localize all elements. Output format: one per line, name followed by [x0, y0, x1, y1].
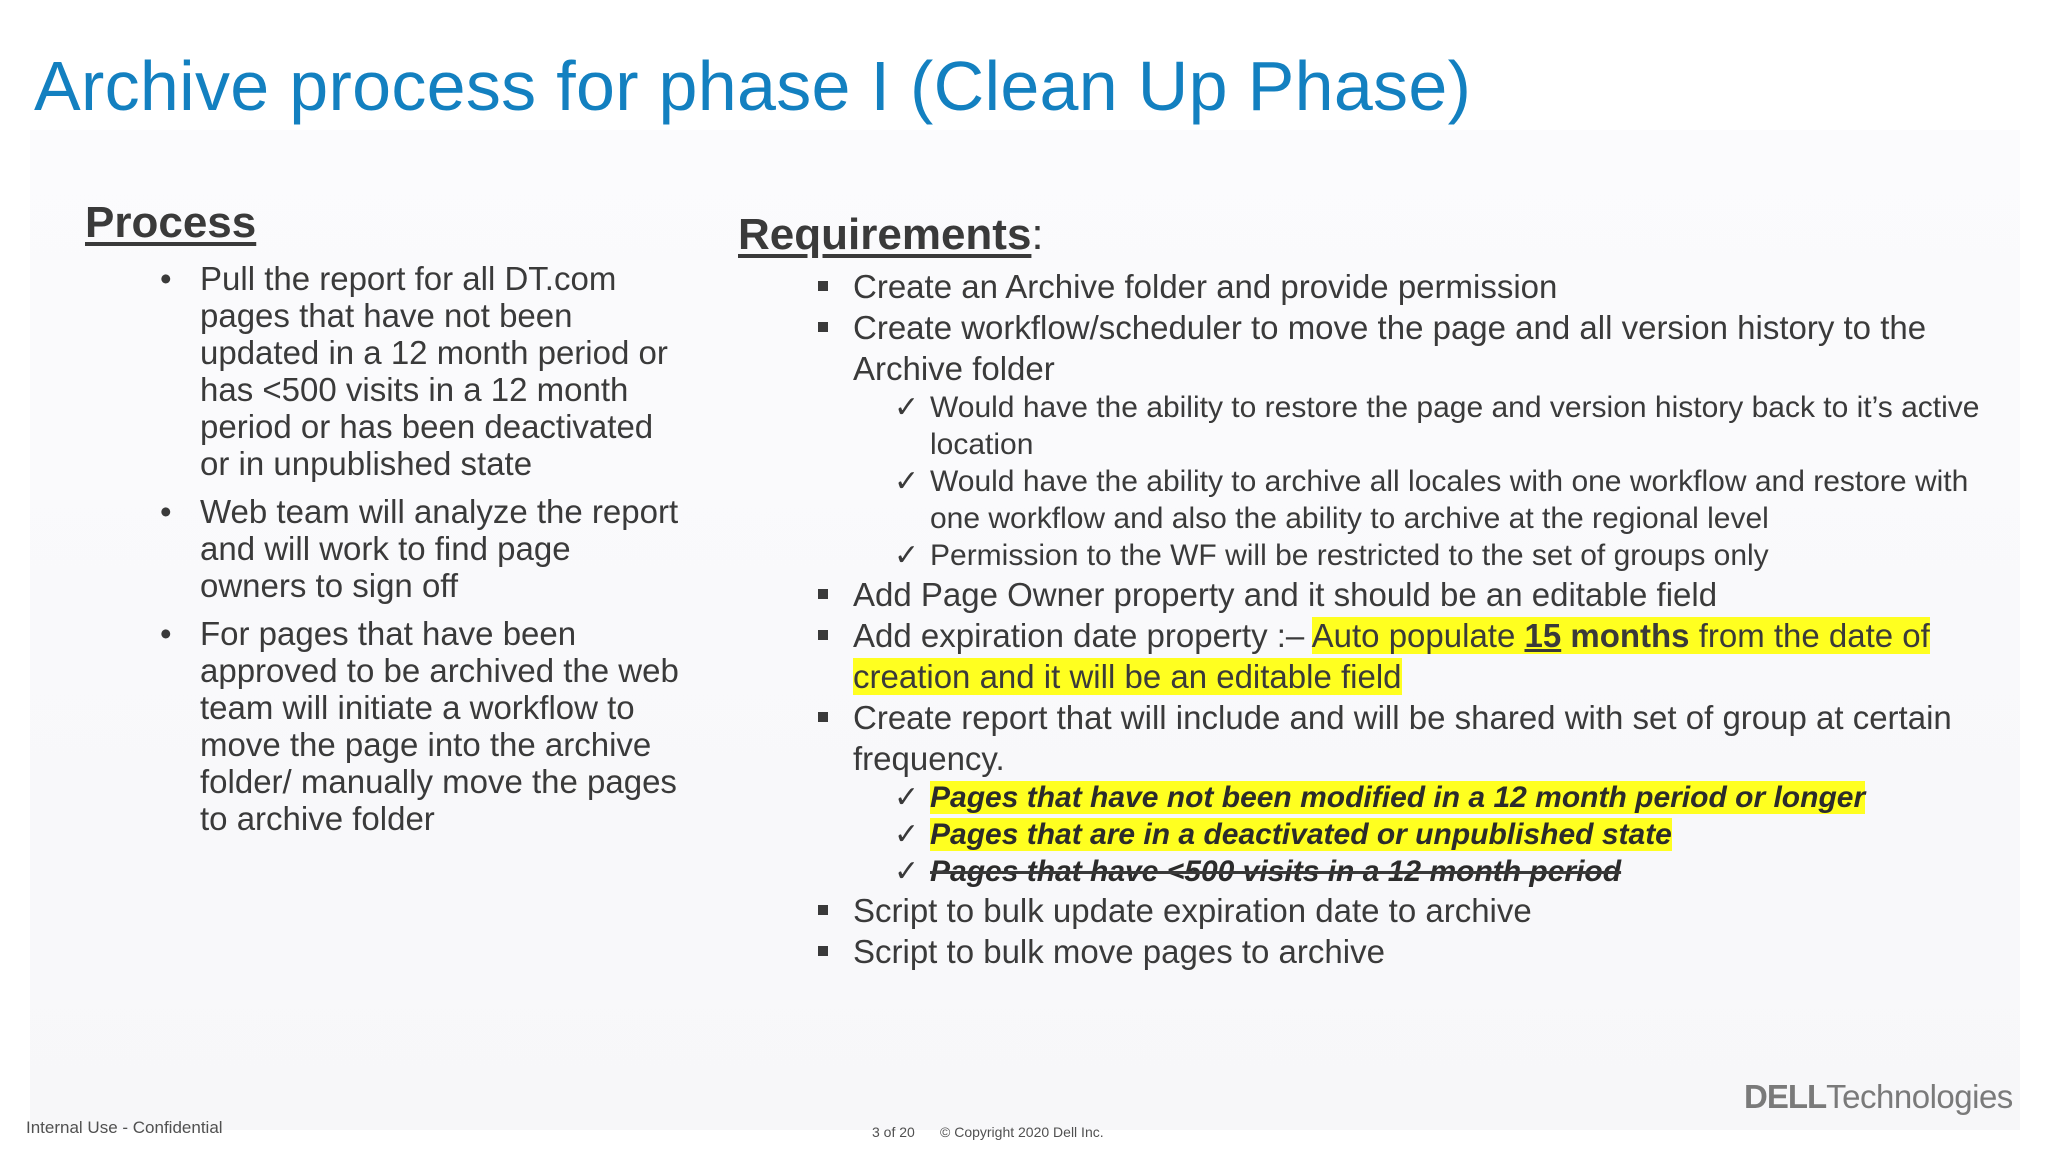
requirement-subitem	[894, 389, 1998, 463]
requirements-heading	[738, 210, 1044, 260]
square-bullet-icon	[818, 322, 828, 332]
square-bullet-icon	[818, 712, 828, 722]
requirement-text: Script to bulk move pages to archive	[853, 933, 1385, 970]
process-item	[160, 615, 680, 837]
requirement-sublist	[853, 389, 1998, 574]
process-heading: Process	[85, 198, 257, 247]
logo-dell-text: DELL	[1744, 1078, 1827, 1115]
subitem-text: Pages that have <500 visits in a 12 month period	[930, 855, 1622, 888]
subitem-text: Pages that are in a deactivated or unpublished state	[930, 818, 1672, 851]
requirement-subitem	[894, 779, 1998, 816]
requirement-subitem	[894, 537, 1998, 574]
square-bullet-icon	[818, 589, 828, 599]
requirement-item	[818, 574, 1998, 615]
subitem-text: Permission to the WF will be restricted to the set of groups only	[930, 539, 1769, 572]
requirement-item	[818, 266, 1998, 307]
process-item-text: For pages that have been approved to be archived the web team will initiate a workflow to move the page into the archive folder/ manually move the pages to archive folder	[200, 615, 679, 837]
requirement-item	[818, 615, 1998, 697]
process-item	[160, 260, 680, 482]
bullet-icon: •	[160, 260, 172, 297]
page-number: 3 of 20	[872, 1124, 915, 1140]
bullet-icon: •	[160, 493, 172, 530]
requirement-text: Add Page Owner property and it should be an editable field	[853, 576, 1718, 613]
square-bullet-icon	[818, 946, 828, 956]
process-item-text: Pull the report for all DT.com pages that have not been updated in a 12 month period or has <500 visits in a 12 month period or has been deactivated or in unpublished state	[200, 260, 668, 482]
classification-label: Internal Use - Confidential	[26, 1118, 223, 1137]
square-bullet-icon	[818, 905, 828, 915]
process-item-text: Web team will analyze the report and will work to find page owners to sign off	[200, 493, 679, 604]
requirement-subitem	[894, 463, 1998, 537]
requirement-subitem	[894, 816, 1998, 853]
requirement-item	[818, 890, 1998, 931]
requirement-item	[818, 307, 1998, 574]
slide-title: Archive process for phase I (Clean Up Phase)	[34, 47, 1472, 125]
square-bullet-icon	[818, 281, 828, 291]
checkmark-icon: ✓	[894, 465, 920, 498]
highlight-text-b: from the date of creation and it will be an editable field	[853, 617, 1930, 695]
subitem-text: Would have the ability to archive all locales with one workflow and restore with one workflow and also the ability to archive at the regional level	[930, 465, 1969, 535]
checkmark-icon: ✓	[894, 855, 920, 888]
requirements-heading-text: Requirements	[738, 210, 1032, 259]
subitem-text: Pages that have not been modified in a 12 month period or longer	[930, 781, 1866, 814]
requirement-item	[818, 697, 1998, 890]
highlight-text-a: Auto populate	[1311, 617, 1525, 654]
requirement-text: Create an Archive folder and provide permission	[853, 268, 1558, 305]
checkmark-icon: ✓	[894, 391, 920, 424]
dell-technologies-logo	[1744, 1078, 2013, 1116]
checkmark-icon: ✓	[894, 818, 920, 851]
subitem-text: Would have the ability to restore the page and version history back to it’s active location	[930, 391, 1980, 461]
checkmark-icon: ✓	[894, 539, 920, 572]
requirement-sublist	[853, 779, 1998, 890]
requirement-text-prefix: Add expiration date property :–	[853, 617, 1312, 654]
requirement-text: Create report that will include and will be shared with set of group at certain frequency.	[853, 699, 1952, 777]
copyright-text: © Copyright 2020 Dell Inc.	[940, 1124, 1104, 1140]
checkmark-icon: ✓	[894, 781, 920, 814]
requirement-subitem-struck	[894, 853, 1998, 890]
requirements-list	[818, 266, 1998, 972]
requirements-heading-colon: :	[1031, 210, 1044, 259]
requirement-text: Create workflow/scheduler to move the page and all version history to the Archive folder	[853, 309, 1927, 387]
bullet-icon: •	[160, 615, 172, 652]
square-bullet-icon	[818, 630, 828, 640]
months-number: 15	[1524, 617, 1562, 654]
process-list	[160, 260, 680, 848]
requirement-text: Script to bulk update expiration date to archive	[853, 892, 1532, 929]
requirement-item	[818, 931, 1998, 972]
logo-technologies-text: Technologies	[1826, 1078, 2013, 1115]
process-item	[160, 493, 680, 604]
months-word: months	[1561, 617, 1690, 654]
